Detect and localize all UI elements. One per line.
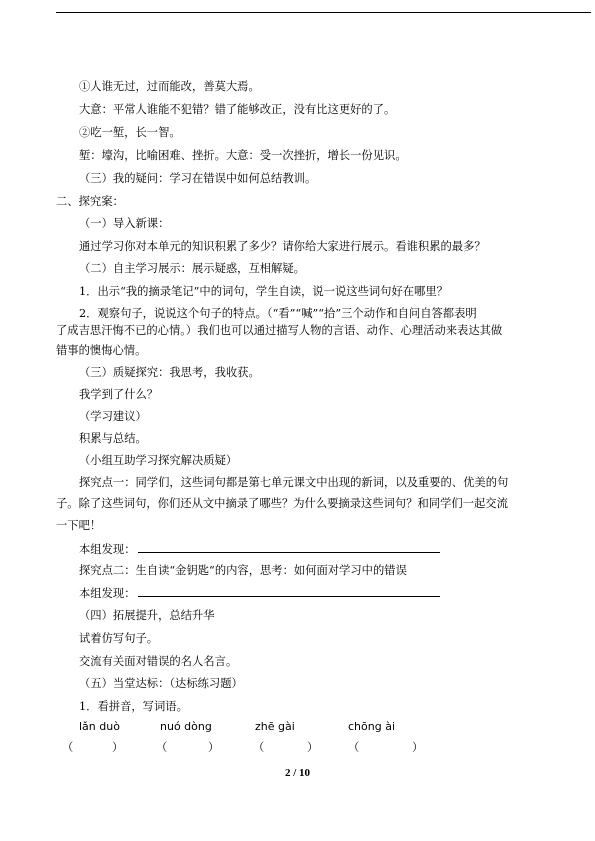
text-line: ②吃一堑，长一智。 <box>79 126 181 139</box>
text-line: 错事的懊悔心情。 <box>56 344 147 357</box>
text-line: 我学到了什么？ <box>79 388 159 401</box>
text-line: 2．观察句子，说说这个句子的特点。（“看”“喊”“拾”三个动作和自问自答都表明 <box>79 307 477 320</box>
text-line: 探究点一：同学们，这些词句都是第七单元课文中出现的新词，以及重要的、优美的句 <box>79 476 509 489</box>
answer-paren-open: （ <box>62 741 74 754</box>
answer-blank[interactable] <box>138 542 440 553</box>
text-line: （三）我的疑问：学习在错误中如何总结教训。 <box>79 172 317 185</box>
pinyin-item: chōng ài <box>348 720 395 733</box>
pinyin-item: lǎn duò <box>79 720 120 733</box>
text-line: 1．看拼音，写词语。 <box>79 700 188 713</box>
answer-paren-close: ） <box>412 741 424 754</box>
answer-paren-open: （ <box>348 741 360 754</box>
text-line: 大意：平常人谁能不犯错？错了能够改正，没有比这更好的了。 <box>79 103 396 116</box>
text-line: （二）自主学习展示：展示疑惑，互相解疑。 <box>79 262 305 275</box>
text-line: 1．出示“我的摘录笔记”中的词句，学生自读，说一说这些词句好在哪里？ <box>79 285 448 298</box>
text-line: 通过学习你对本单元的知识积累了多少？请你给大家进行展示。看谁积累的最多？ <box>79 240 486 253</box>
text-line: 交流有关面对错误的名人名言。 <box>79 655 238 668</box>
text-line: （五）当堂达标：（达标练习题） <box>79 677 243 690</box>
text-line: 积累与总结。 <box>79 432 147 445</box>
answer-line <box>79 586 440 601</box>
text-line: （小组互助学习探究解决质疑） <box>79 454 238 467</box>
answer-paren-open: （ <box>253 741 265 754</box>
answer-paren-close: ） <box>307 741 319 754</box>
answer-paren-open: （ <box>156 741 168 754</box>
text-line: ①人谁无过，过而能改，善莫大焉。 <box>79 80 260 93</box>
header-rule <box>56 12 591 13</box>
text-line: 了成吉思汗悔不已的心情。）我们也可以通过描写人物的言语、动作、心理活动来表达其做 <box>56 324 503 337</box>
text-line: 探究点二：生自读“金钥匙“的内容，思考：如何面对学习中的错误 <box>79 564 407 577</box>
text-line: （学习建议） <box>79 410 147 423</box>
answer-paren-close: ） <box>208 741 220 754</box>
answer-label: 本组发现： <box>79 543 136 556</box>
text-line: 一下吧！ <box>56 519 102 532</box>
text-line: （四）拓展提升，总结升华 <box>79 609 215 622</box>
pinyin-item: zhē gài <box>255 720 295 733</box>
section-heading: 二、探究案： <box>56 195 124 208</box>
pinyin-item: nuó dòng <box>160 720 212 733</box>
text-line: 堑：壕沟，比喻困难、挫折。大意：受一次挫折，增长一份见识。 <box>79 149 407 162</box>
text-line: 试着仿写句子。 <box>79 632 159 645</box>
text-line: （一）导入新课： <box>79 217 170 230</box>
answer-line <box>79 542 440 557</box>
text-line: （三）质疑探究：我思考，我收获。 <box>79 366 260 379</box>
page-number: 2 / 10 <box>284 767 311 779</box>
answer-paren-close: ） <box>112 741 124 754</box>
answer-blank[interactable] <box>138 586 440 597</box>
answer-label: 本组发现： <box>79 587 136 600</box>
text-line: 子。除了这些词句，你们还从文中摘录了哪些？为什么要摘录这些词句？和同学们一起交流 <box>56 497 508 510</box>
